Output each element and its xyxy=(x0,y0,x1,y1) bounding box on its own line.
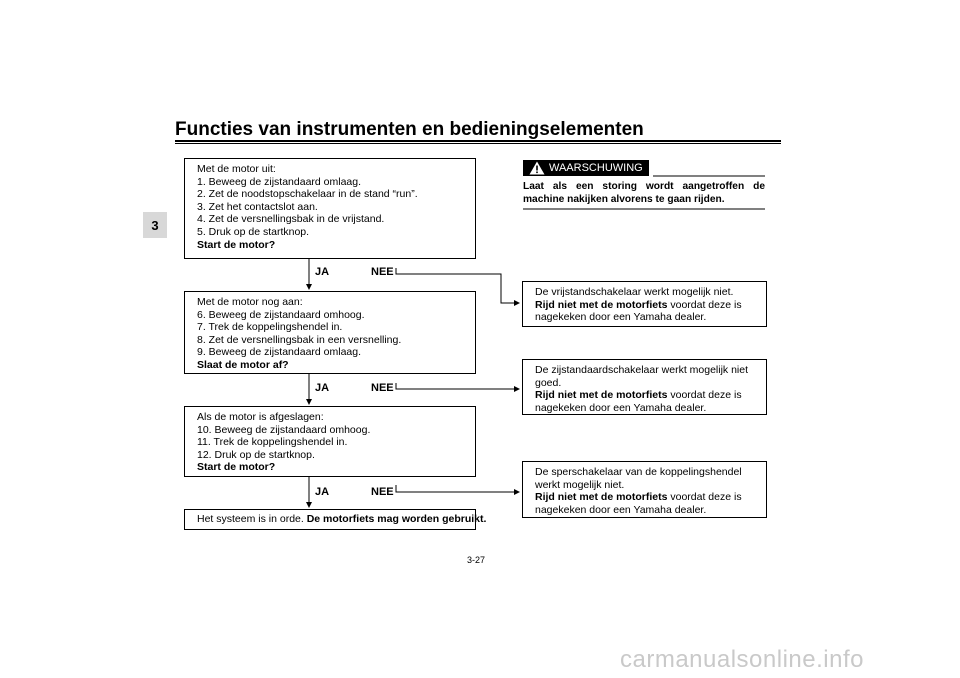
no-label: NEE xyxy=(371,382,394,394)
chapter-tab: 3 xyxy=(143,212,167,238)
side-box-3 xyxy=(522,461,767,518)
step-box-1 xyxy=(184,158,476,259)
side2-rest: voordat deze is xyxy=(670,389,742,402)
side1-bold: Rijd niet met de motorfiets xyxy=(535,298,668,311)
box2-line: 6. Beweeg de zijstandaard omhoog. xyxy=(197,308,365,321)
side-box-2 xyxy=(522,359,767,415)
watermark: carmanualsonline.info xyxy=(620,646,864,673)
side2-bold: Rijd niet met de motorfiets xyxy=(535,389,668,402)
box2-question: Slaat de motor af? xyxy=(197,358,289,371)
side1-rest: voordat deze is xyxy=(670,298,742,311)
side3-rest: voordat deze is xyxy=(670,491,742,504)
side1-line: De vrijstandschakelaar werkt mogelijk niet. xyxy=(535,286,734,298)
box1-question: Start de motor? xyxy=(197,238,276,251)
box3-question: Start de motor? xyxy=(197,461,276,474)
step-box-3 xyxy=(184,406,476,477)
final-bold: De motorfiets mag worden gebruikt. xyxy=(306,513,487,525)
page-number: 3-27 xyxy=(467,555,486,565)
yes-label: JA xyxy=(315,486,330,498)
side2-line: De zijstandaardschakelaar werkt mogelijk niet xyxy=(535,364,749,376)
box2-line: 8. Zet de versnellingsbak in een versnelling. xyxy=(197,333,402,346)
warning-label: WAARSCHUWING xyxy=(549,162,643,174)
side2-line: nagekeken door een Yamaha dealer. xyxy=(535,401,707,414)
warning-badge xyxy=(523,160,649,176)
no-label: NEE xyxy=(371,486,394,498)
box3-line: 11. Trek de koppelingshendel in. xyxy=(197,436,348,449)
final-box xyxy=(184,509,487,530)
box1-line: 5. Druk op de startknop. xyxy=(197,225,310,238)
side1-line: nagekeken door een Yamaha dealer. xyxy=(535,311,707,324)
box3-line: Als de motor is afgeslagen: xyxy=(197,411,324,423)
side2-line: goed. xyxy=(535,376,562,389)
page-title: Functies van instrumenten en bedieningselementen xyxy=(175,119,644,140)
warning-text: Laat als een storing wordt aangetroffen de machine nakijken alvorens te gaan rijden. xyxy=(523,181,765,205)
side3-bold: Rijd niet met de motorfiets xyxy=(535,491,668,504)
box2-line: Met de motor nog aan: xyxy=(197,296,303,308)
step-box-2 xyxy=(184,291,476,374)
box2-line: 7. Trek de koppelingshendel in. xyxy=(197,321,343,334)
box2-line: 9. Beweeg de zijstandaard omlaag. xyxy=(197,346,362,359)
side3-line: werkt mogelijk niet. xyxy=(535,478,625,491)
box1-line: 2. Zet de noodstopschakelaar in de stand “run”. xyxy=(197,188,418,201)
yes-label: JA xyxy=(315,266,330,278)
side-box-1 xyxy=(522,281,767,327)
box1-line: Met de motor uit: xyxy=(197,163,276,175)
no-label: NEE xyxy=(371,266,394,278)
final-normal: Het systeem is in orde. xyxy=(197,513,304,525)
box1-line: 1. Beweeg de zijstandaard omlaag. xyxy=(197,175,362,188)
yes-label: JA xyxy=(315,382,330,394)
warning-triangle-icon xyxy=(529,161,545,175)
box1-line: 3. Zet het contactslot aan. xyxy=(197,200,318,213)
side3-line: De sperschakelaar van de koppelingshendel xyxy=(535,466,742,478)
side3-line: nagekeken door een Yamaha dealer. xyxy=(535,503,707,516)
box3-line: 10. Beweeg de zijstandaard omhoog. xyxy=(197,423,371,436)
box3-line: 12. Druk op de startknop. xyxy=(197,448,315,461)
box1-line: 4. Zet de versnellingsbak in de vrijstand. xyxy=(197,213,385,226)
